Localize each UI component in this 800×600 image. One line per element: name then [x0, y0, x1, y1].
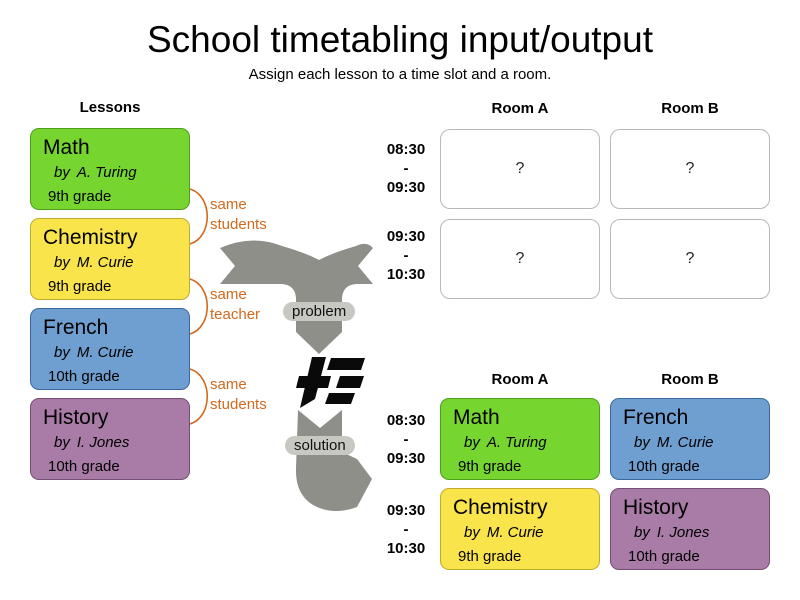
lessons-header: Lessons: [79, 99, 141, 116]
logo-stripe-middle: [336, 376, 364, 388]
output-timeslot-1: 08:30 - 09:30: [386, 412, 426, 467]
constraint-label-same-students-1: same students: [210, 196, 267, 233]
input-cell-slot2-room-a: ?: [440, 219, 600, 299]
constraint-brace-students-2: [190, 369, 207, 424]
lesson-card-chemistry: [30, 218, 190, 300]
teacher-label: by M. Curie: [634, 434, 714, 451]
subject-label: Math: [43, 136, 90, 159]
input-timeslot-2: 09:30 - 10:30: [386, 228, 426, 283]
input-timeslot-1: 08:30 - 09:30: [386, 141, 426, 196]
teacher-label: by I. Jones: [634, 524, 710, 541]
grade-label: 10th grade: [628, 458, 700, 475]
input-room-b-header: Room B: [661, 100, 719, 117]
subject-label: History: [623, 496, 689, 519]
constraint-brace-teacher: [190, 279, 207, 334]
grade-label: 9th grade: [458, 458, 522, 475]
output-room-a-header: Room A: [491, 371, 549, 388]
subject-label: Chemistry: [453, 496, 548, 519]
constraint-label-same-students-2: same students: [210, 376, 267, 413]
input-cell-slot1-room-b: ?: [610, 129, 770, 209]
output-room-b-header: Room B: [661, 371, 719, 388]
output-cell-math: [440, 398, 600, 480]
page-subtitle: Assign each lesson to a time slot and a room.: [248, 66, 552, 83]
input-cell-slot2-room-b: ?: [610, 219, 770, 299]
lesson-card-math: [30, 128, 190, 210]
input-cell-slot1-room-a: ?: [440, 129, 600, 209]
output-cell-french: [610, 398, 770, 480]
page-title: School timetabling input/output: [146, 19, 653, 60]
grade-label: 9th grade: [48, 278, 112, 295]
solution-arrow: [296, 410, 372, 511]
timefold-logo: [296, 357, 365, 408]
grade-label: 10th grade: [628, 548, 700, 565]
teacher-label: by A. Turing: [54, 164, 137, 181]
logo-crossbar: [296, 376, 331, 388]
output-timeslot-2: 09:30 - 10:30: [386, 502, 426, 557]
teacher-label: by M. Curie: [54, 344, 134, 361]
logo-stripe-bottom: [325, 393, 355, 404]
output-cell-history: [610, 488, 770, 570]
subject-label: Math: [453, 406, 500, 429]
teacher-label: by M. Curie: [54, 254, 134, 271]
teacher-label: by A. Turing: [464, 434, 547, 451]
subject-label: History: [43, 406, 109, 429]
grade-label: 9th grade: [48, 188, 112, 205]
output-cell-chemistry: [440, 488, 600, 570]
grade-label: 9th grade: [458, 548, 522, 565]
subject-label: French: [623, 406, 689, 429]
solution-badge: solution: [285, 436, 355, 455]
problem-badge: problem: [283, 302, 355, 321]
grade-label: 10th grade: [48, 458, 120, 475]
subject-label: Chemistry: [43, 226, 138, 249]
grade-label: 10th grade: [48, 368, 120, 385]
teacher-label: by M. Curie: [464, 524, 544, 541]
input-room-a-header: Room A: [491, 100, 549, 117]
constraint-label-same-teacher: same teacher: [210, 286, 261, 323]
lesson-card-history: [30, 398, 190, 480]
teacher-label: by I. Jones: [54, 434, 130, 451]
lesson-card-french: [30, 308, 190, 390]
logo-stripe-top: [327, 358, 365, 370]
constraint-brace-students-1: [190, 189, 207, 244]
subject-label: French: [43, 316, 109, 339]
